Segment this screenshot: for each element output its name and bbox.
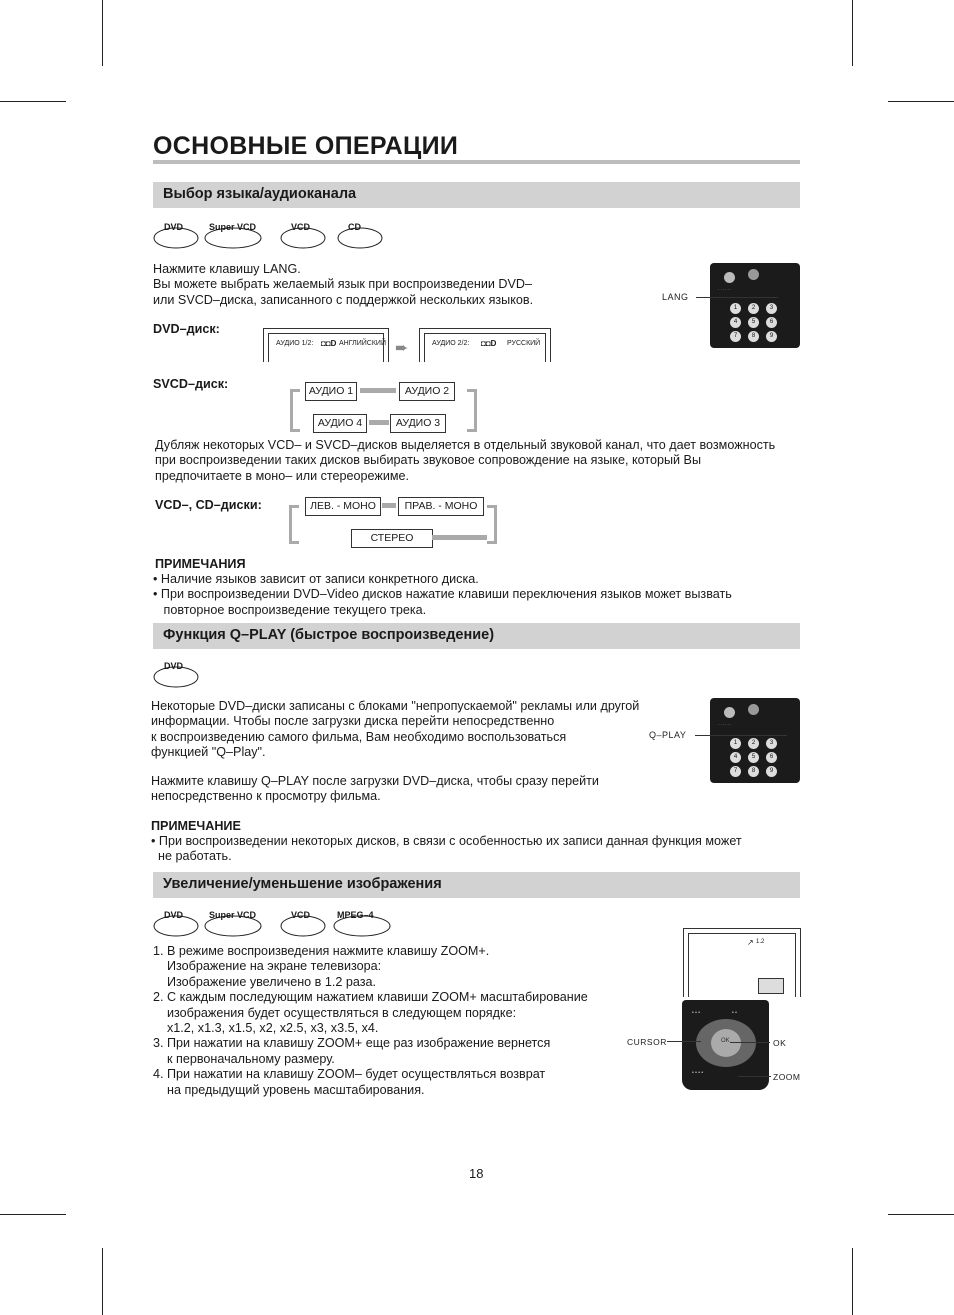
stereo-box: СТЕРЕО [351,529,433,548]
zoom-window [758,978,784,994]
cursor-label: CURSOR [627,1037,667,1047]
loop-bracket [487,505,497,544]
remote-control-lang [710,263,800,348]
osd-lang-text: АНГЛИЙСКИЙ [339,340,386,347]
title-rule [153,160,800,164]
key-7: 7 [730,766,741,777]
power-icon [748,269,759,280]
tv-screen [683,928,801,997]
remote-key-label: • • • • [692,1070,704,1076]
arrow-right-icon [382,503,396,508]
key-1: 1 [730,738,741,749]
disc-badge-vcd [280,222,326,250]
disc-label: VCD [291,222,311,232]
disc-label: DVD [164,661,184,671]
zoom-icon: ↗ [747,938,754,947]
audio-box-1: АУДИО 1 [305,382,357,401]
arrow-left-icon [432,535,487,540]
audio-box-2: АУДИО 2 [399,382,455,401]
zoom-label: ZOOM [773,1072,801,1082]
arrow-left-icon [369,420,389,425]
eject-icon [724,707,735,718]
crop-mark [0,101,66,102]
osd-screen-dvd-2 [419,328,551,362]
page-number: 18 [469,1166,484,1181]
osd-screen-dvd-1 [263,328,389,362]
loop-bracket [290,389,300,432]
disc-label: Super VCD [209,222,257,232]
disc-badge-dvd [153,222,199,250]
ok-label: OK [773,1038,787,1048]
key-7: 7 [730,331,741,342]
function-keys-row: · · · · · · [718,722,732,727]
key-3: 3 [766,738,777,749]
section-lang-heading [153,182,800,208]
key-8: 8 [748,331,759,342]
disc-label: Super VCD [209,910,257,920]
key-6: 6 [766,317,777,328]
mono-left-box: ЛЕВ. - МОНО [305,497,381,516]
ok-button-label: OK [721,1038,730,1044]
notes-text: • Наличие языков зависит от записи конкретного диска. • При воспроизведении DVD–Video дисков нажатие клавиши переключения языков может вызвать повторное воспроизведение текущего трека. [153,572,732,617]
notes-title: ПРИМЕЧАНИЯ [155,557,246,571]
osd-frame [424,333,546,362]
remote-key-label: • • • [692,1010,701,1016]
disc-label: DVD [164,222,184,232]
section-heading-text: Увеличение/уменьшение изображения [163,876,442,892]
osd-audio-text: АУДИО 1/2: [276,340,314,347]
arrow-right-icon [360,388,396,393]
function-keys-row: · · · · · · [718,287,732,292]
disc-label: DVD [164,910,184,920]
dolby-icon: ◘◘D [321,339,337,348]
key-9: 9 [766,766,777,777]
arrow-right-icon: ➨ [395,340,409,357]
audio-box-3: АУДИО 3 [390,414,446,433]
callout-line [730,1042,770,1043]
disc-label: MPEG–4 [337,910,374,920]
callout-line [667,1041,701,1042]
crop-mark [888,1214,954,1215]
dub-paragraph: Дубляж некоторых VCD– и SVCD–дисков выделяется в отдельный звуковой канал, что дает возможность при воспроизведении таких дисков выбирать звуковое сопровождение на языке, который Вы предпочитаете в моно– или стереорежиме. [155,438,776,483]
callout-line [696,297,778,298]
callout-line [738,1076,771,1077]
remote-label-qplay: Q–PLAY [649,730,687,740]
key-3: 3 [766,303,777,314]
key-9: 9 [766,331,777,342]
key-6: 6 [766,752,777,763]
mono-right-box: ПРАВ. - МОНО [398,497,484,516]
vcd-label: VCD–, CD–диски: [155,498,262,512]
key-5: 5 [748,317,759,328]
crop-mark [888,101,954,102]
dvd-label: DVD–диск: [153,322,220,336]
osd-audio-text: АУДИО 2/2: [432,340,470,347]
note-title: ПРИМЕЧАНИЕ [151,819,241,833]
loop-bracket [289,505,299,544]
crop-mark [102,0,103,66]
zoom-indicator: 1.2 [756,939,765,945]
key-1: 1 [730,303,741,314]
lang-intro: Нажмите клавишу LANG. Вы можете выбрать желаемый язык при воспроизведении DVD– или SVCD–диска, записанного с поддержкой нескольких языков. [153,262,534,307]
key-4: 4 [730,317,741,328]
loop-bracket [467,389,477,432]
dolby-icon: ◘◘D [481,339,497,348]
disc-label: VCD [291,910,311,920]
zoom-steps: 1. В режиме воспроизведения нажмите клавишу ZOOM+. Изображение на экране телевизора: Изображение увеличено в 1.2 раза. 2. С каждым последующим нажатием клавиши ZOOM+ масштабирование изображения будет осуществляться в следующем порядке: x1.2, x1.3, x1.5, x2, x2.5, x3, x3.5, x4. 3. При нажатии на клавишу ZOOM+ еще раз изображение вернется к первоначальному размеру. 4. При нажатии на клавишу ZOOM– будет осуществляться возврат на предыдущий уровень масштабирования. [153,944,588,1097]
qplay-paragraph-1: Некоторые DVD–диски записаны с блоками "непропускаемой" рекламы или другой информации. Чтобы после загрузки диска перейти непосредственно к воспроизведению самого фильма, Вам необходимо воспользоваться функцией "Q–Play". [151,699,640,760]
key-4: 4 [730,752,741,763]
callout-line [695,735,787,736]
disc-badge-dvd [153,910,199,938]
page-title: ОСНОВНЫЕ ОПЕРАЦИИ [153,132,459,160]
disc-badge-mpeg4 [332,910,378,938]
disc-label: CD [348,222,361,232]
osd-frame [268,333,384,362]
remote-control-qplay [710,698,800,783]
section-heading-text: Выбор языка/аудиоканала [163,186,357,202]
crop-mark [0,1214,66,1215]
section-heading-text: Функция Q–PLAY (быстрое воспроизведение) [163,627,495,643]
note-text: • При воспроизведении некоторых дисков, в связи с особенностью их записи данная функция может не работать. [151,834,742,864]
disc-badge-dvd [153,661,199,689]
key-2: 2 [748,738,759,749]
qplay-paragraph-2: Нажмите клавишу Q–PLAY после загрузки DVD–диска, чтобы сразу перейти непосредственно к просмотру фильма. [151,774,599,804]
section-zoom-heading [153,872,800,898]
disc-badge-svcd [203,222,257,250]
section-qplay-heading [153,623,800,649]
crop-mark [102,1248,103,1315]
power-icon [748,704,759,715]
crop-mark [852,1248,853,1315]
remote-key-label: • • [732,1010,737,1016]
key-2: 2 [748,303,759,314]
osd-lang-text: РУССКИЙ [507,340,541,347]
audio-box-4: АУДИО 4 [313,414,367,433]
eject-icon [724,272,735,283]
tv-screen-frame [688,933,796,997]
crop-mark [852,0,853,66]
remote-label-lang: LANG [662,292,689,302]
disc-badge-vcd [280,910,326,938]
key-5: 5 [748,752,759,763]
disc-badge-cd [337,222,383,250]
svcd-label: SVCD–диск: [153,377,229,391]
key-8: 8 [748,766,759,777]
disc-badge-svcd [203,910,257,938]
